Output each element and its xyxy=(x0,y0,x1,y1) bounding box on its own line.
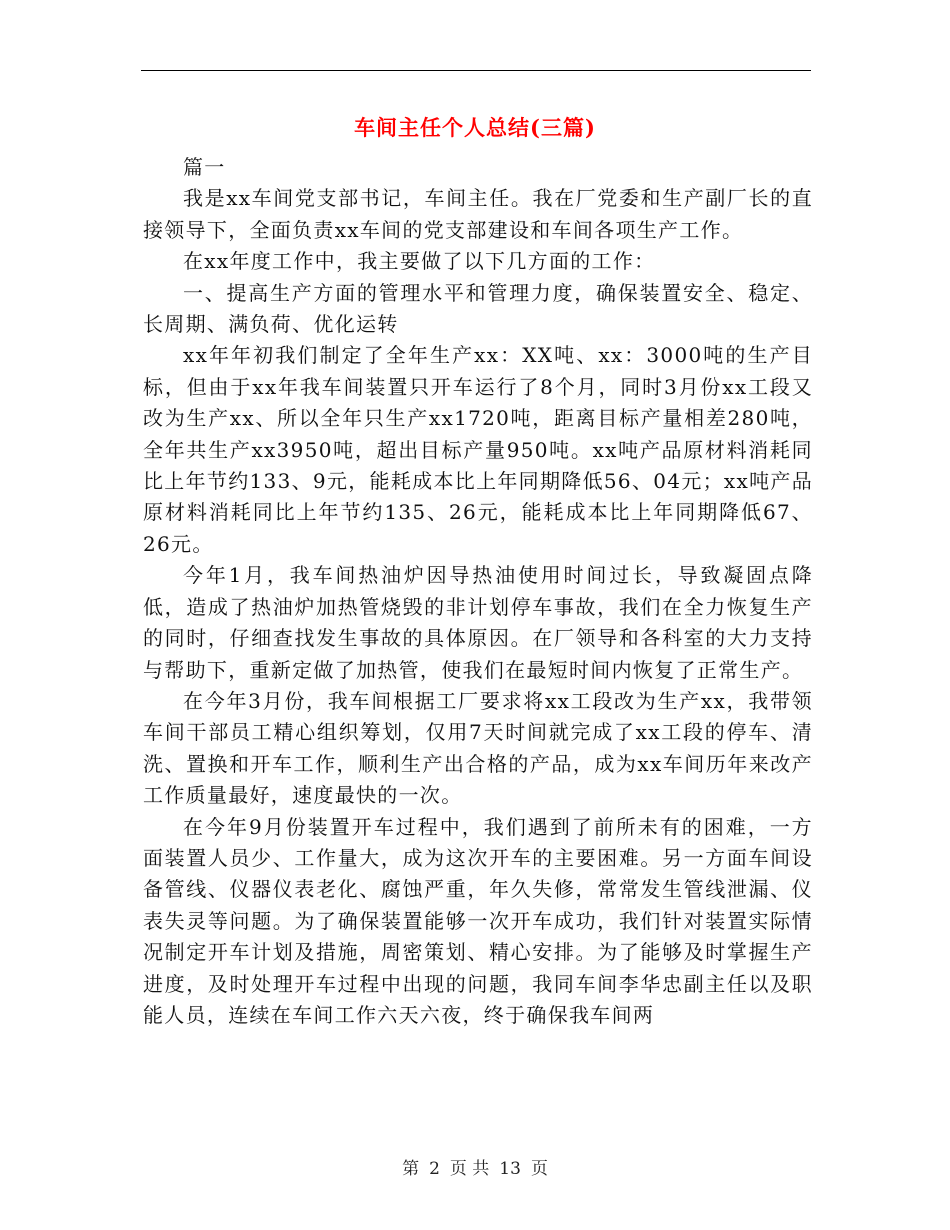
paragraph: 我是xx车间党支部书记，车间主任。我在厂党委和生产副厂长的直接领导下，全面负责xx车间的党支部建设和车间各项生产工作。 xyxy=(143,186,813,242)
document-body xyxy=(143,152,813,1031)
page-footer xyxy=(0,1154,950,1179)
footer-middle: 页 共 xyxy=(449,1159,490,1179)
footer-prefix: 第 xyxy=(402,1159,420,1179)
paragraph: 在xx年度工作中，我主要做了以下几方面的工作： xyxy=(183,249,656,274)
paragraph: 一、提高生产方面的管理水平和管理力度，确保装置安全、稳定、长周期、满负荷、优化运转 xyxy=(143,280,813,337)
section-heading: 篇一 xyxy=(183,155,226,179)
current-page-number: 2 xyxy=(429,1159,440,1179)
footer-suffix: 页 xyxy=(530,1159,548,1179)
paragraph: 今年1月，我车间热油炉因导热油使用时间过长，导致凝固点降低，造成了热油炉加热管烧毁的非计划停车事故，我们在全力恢复生产的同时，仔细查找发生事故的具体原因。在厂领导和各科室的大力支持与帮助下，重新定做了加热管，使我们在最短时间内恢复了正常生产。 xyxy=(143,563,813,682)
paragraph: 在今年9月份装置开车过程中，我们遇到了前所未有的困难，一方面装置人员少、工作量大，成为这次开车的主要困难。另一方面车间设备管线、仪器仪表老化、腐蚀严重，年久失修，常常发生管线泄漏、仪表失灵等问题。为了确保装置能够一次开车成功，我们针对装置实际情况制定开车计划及措施，周密策划、精心安排。为了能够及时掌握生产进度，及时处理开车过程中出现的问题，我同车间李华忠副主任以及职能人员，连续在车间工作六天六夜，终于确保我车间两 xyxy=(143,814,813,1027)
total-pages-number: 13 xyxy=(499,1159,521,1179)
header-rule xyxy=(141,70,811,71)
paragraph: xx年年初我们制定了全年生产xx：XX吨、xx：3000吨的生产目标，但由于xx年我车间装置只开车运行了8个月，同时3月份xx工段又改为生产xx、所以全年只生产xx1720吨，距离目标产量相差280吨，全年共生产xx3950吨，超出目标产量950吨。xx吨产品原材料消耗同比上年节约133、9元，能耗成本比上年同期降低56、04元；xx吨产品原材料消耗同比上年节约135、26元，能耗成本比上年同期降低67、26元。 xyxy=(143,343,813,556)
document-title: 车间主任个人总结(三篇) xyxy=(354,115,596,140)
paragraph: 在今年3月份，我车间根据工厂要求将xx工段改为生产xx，我带领车间干部员工精心组织筹划，仅用7天时间就完成了xx工段的停车、清洗、置换和开车工作，顺利生产出合格的产品，成为xx车间历年来改产工作质量最好，速度最快的一次。 xyxy=(143,688,813,808)
